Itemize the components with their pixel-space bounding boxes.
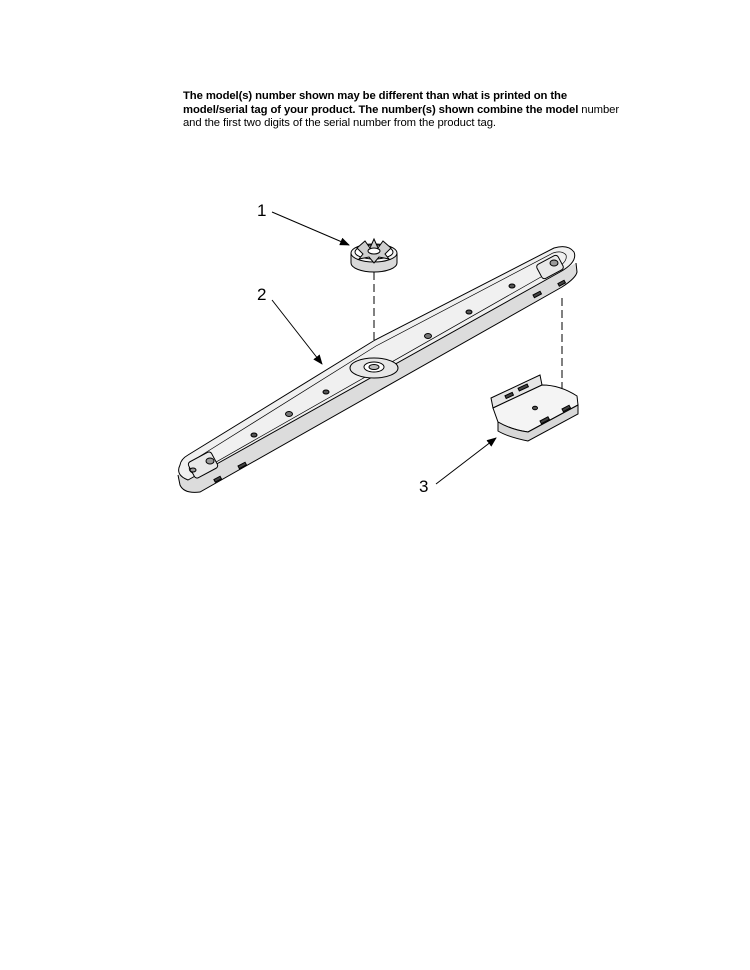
notice-normal-text: number and the first two digits of the serial number from the product tag. bbox=[183, 103, 620, 129]
notice-bold-text: The model(s) number shown may be different than what is printed on the model/serial tag of your product. The number(s) shown combine the model bbox=[183, 90, 579, 116]
callout-1[interactable] bbox=[257, 201, 349, 245]
bracket-part bbox=[491, 375, 578, 441]
callout-1-label: 1 bbox=[257, 201, 267, 220]
callout-1-leader bbox=[272, 212, 349, 245]
callout-3-leader bbox=[436, 438, 496, 484]
callout-2[interactable] bbox=[257, 285, 322, 364]
callout-2-label: 2 bbox=[257, 285, 267, 304]
callout-3-label: 3 bbox=[419, 477, 429, 496]
callout-2-leader bbox=[272, 300, 322, 364]
spray-arm-part bbox=[178, 247, 577, 493]
callout-3[interactable] bbox=[419, 438, 496, 496]
bearing-hub-part bbox=[351, 239, 397, 272]
